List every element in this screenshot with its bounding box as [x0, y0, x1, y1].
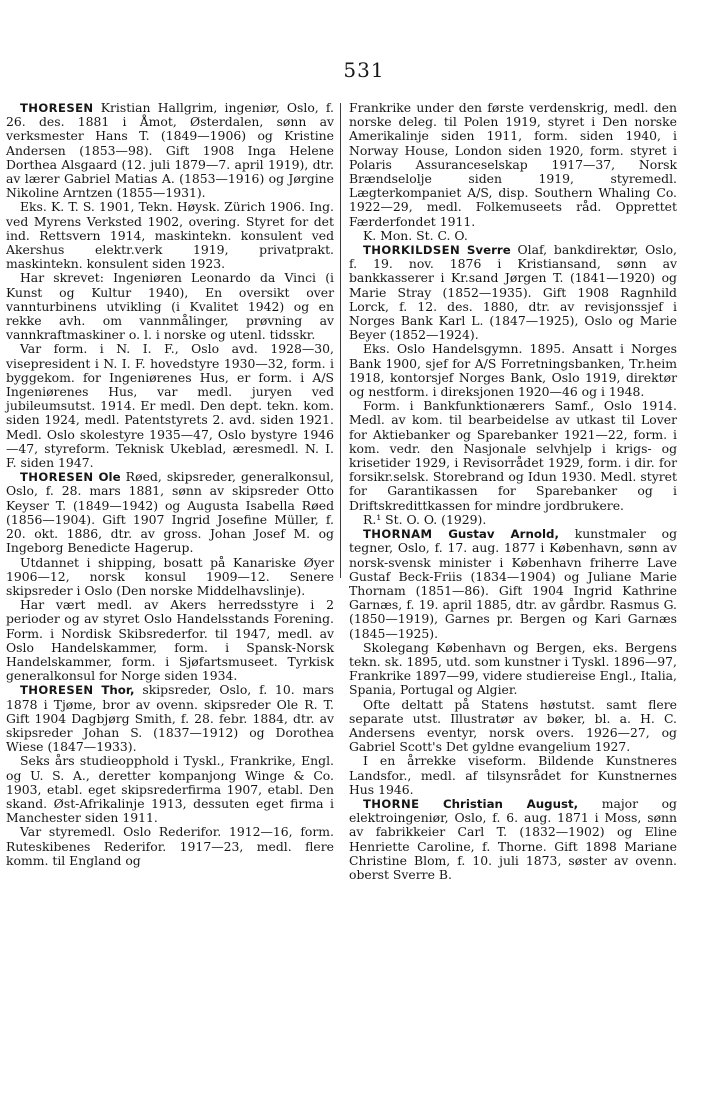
entry-thoresen-ole [6, 470, 334, 555]
paragraph: Seks års studieopphold i Tyskl., Frankrike, Engl. og U. S. A., deretter kompanjong Winge & Co. 1903, etabl. eget skipsrederfirma 1907, etabl. Den skand. Øst-Afrikalinje 1913, dessuten eget firma i Manchester siden 1911. [6, 753, 334, 826]
column-divider [340, 103, 341, 578]
entry-thoresen-kristian [6, 101, 334, 200]
entry-text: Olaf, bankdirektør, Oslo, f. 19. nov. 1876 i Kristiansand, sønn av bankkasserer i Kr.sand Jørgen T. (1841—1920) og Marie Stray (1852—1935). Gift 1908 Ragnhild Lorck, f. 12. des. 1880, dtr. av revisjonssjef i Norges Bank Karl L. (1847—1925), Oslo og Marie Beyer (1852—1924). [349, 242, 677, 343]
entry-thorkildsen-sverre [349, 243, 677, 342]
paragraph: Eks. K. T. S. 1901, Tekn. Høysk. Zürich 1906. Ing. ved Myrens Verksted 1902, overing. Styret for det ind. Rettsvern 1914, maskintekn. konsulent ved Akershus elektr.verk 1919, privatprakt. maskintekn. konsulent siden 1923. [6, 199, 334, 272]
paragraph: Form. i Bankfunktionærers Samf., Oslo 1914. Medl. av kom. til bearbeidelse av utkast til Lover for Aktiebanker og Sparebanker 1921—22, form. i kom. vedr. den Nasjonale selvhjelp i krigs- og krisetider 1929, i Revisorrådet 1929, form. i dir. for forsikr.selsk. Storebrand og Idun 1930. Medl. styret for Garantikassen for Sparebanker og i Driftskredittkassen for mindre jordbrukere. [349, 398, 677, 513]
paragraph: Har vært medl. av Akers herredsstyre i 2 perioder og av styret Oslo Handelsstands Forening. Form. i Nordisk Skibsrederfor. til 1947, medl. av Oslo Handelskammer, form. i Spansk-Norsk Handelskammer, form. i Sjøfartsmuseet. Tyrkisk generalkonsul for Norge siden 1934. [6, 597, 334, 684]
entry-text: skipsreder, Oslo, f. 10. mars 1878 i Tjøme, bror av ovenn. skipsreder Ole R. T. Gift 1904 Dagbjørg Smith, f. 28. febr. 1884, dtr. av skipsreder Johan S. (1837—1912) og Dorothea Wiese (1847—1933). [6, 682, 334, 755]
entry-given-name: Gustav Arnold, [448, 527, 559, 542]
entry-given-name: Thor, [101, 683, 135, 698]
entry-given-name: Ole [98, 470, 121, 485]
entry-surname: THORESEN [20, 470, 94, 485]
entry-thoresen-thor [6, 683, 334, 754]
paragraph: R.¹ St. O. O. (1929). [363, 511, 487, 527]
paragraph: Eks. Oslo Handelsgymn. 1895. Ansatt i Norges Bank 1900, sjef for A/S Forretningsbanken, Tr.heim 1918, kontorsjef Norges Bank, Oslo 1919, direktør og nestform. i direksjonen 1920—46 og i 1948. [349, 341, 677, 400]
paragraph: Ofte deltatt på Statens høstutst. samt flere separate utst. Illustratør av bøker, bl. a. H. C. Andersens eventyr, norsk overs. 1926—27, og Gabriel Scott's Det gyldne evangelium 1927. [349, 696, 677, 755]
paragraph: Utdannet i shipping, bosatt på Kanariske Øyer 1906—12, norsk konsul 1909—12. Senere skipsreder i Oslo (Den norske Middelhavslinje). [6, 554, 334, 598]
entry-text: major og elektroingeniør, Oslo, f. 6. aug. 1871 i Moss, sønn av fabrikkeier Carl T. (1832—1902) og Eline Henriette Caroline, f. Thorne. Gift 1898 Mariane Christine Blom, f. 10. juli 1873, søster av ovenn. oberst Sverre B. [349, 795, 677, 882]
entry-text: Kristian Hallgrim, ingeniør, Oslo, f. 26. des. 1881 i Åmot, Østerdalen, sønn av verksmester Hans T. (1849—1906) og Kristine Andersen (1853—98). Gift 1908 Inga Helene Dorthea Alsgaard (12. juli 1879—7. april 1919), dtr. av lærer Gabriel Matias A. (1853—1916) og Jørgine Nikoline Arntzen (1855—1931). [6, 100, 334, 201]
entry-surname: THORESEN [20, 683, 94, 698]
entry-surname: THORKILDSEN [363, 243, 461, 258]
entry-text: Røed, skipsreder, generalkonsul, Oslo, f. 28. mars 1881, sønn av skipsreder Otto Keyser T. (1849—1942) og Augusta Isabella Røed (1856—1904). Gift 1907 Ingrid Josefine Müller, f. 20. okt. 1886, dtr. av gross. Johan Josef M. og Ingeborg Benedicte Hagerup. [6, 469, 334, 556]
left-column [6, 101, 334, 868]
entry-thorne-christian [349, 797, 677, 882]
entry-surname: THORESEN [20, 101, 94, 115]
paragraph-continued: Frankrike under den første verdenskrig, medl. den norske deleg. til Polen 1919, styret i Den norske Amerikalinje siden 1911, form. siden 1940, i Norway House, London siden 1920, form. styret i Polaris Assuranceselskap 1917—37, Norsk Brændselolje siden 1919, styremedl. Lægterkompaniet A/S, disp. Southern Whaling Co. 1922—29, medl. Folkemuseets råd. Opprettet Færderfondet 1911. [349, 100, 677, 229]
paragraph: Var styremedl. Oslo Rederifor. 1912—16, form. Ruteskibenes Rederifor. 1917—23, medl. flere komm. til England og [6, 824, 334, 868]
page-number: 531 [343, 58, 385, 82]
entry-text: kunstmaler og tegner, Oslo, f. 17. aug. 1877 i København, sønn av norsk-svensk minister i København friherre Lave Gustaf Beck-Friis (1834—1904) og Juliane Marie Thornam (1851—86). Gift 1904 Ingrid Kathrine Garnæs, f. 19. april 1885, dtr. av gårdbr. Rasmus G. (1850—1919), Garnes pr. Bergen og Kari Garnæs (1845—1925). [349, 526, 678, 641]
entry-thornam-gustav [349, 527, 677, 641]
entry-surname: THORNE [363, 796, 420, 811]
paragraph: Skolegang København og Bergen, eks. Bergens tekn. sk. 1895, utd. som kunstner i Tyskl. 1896—97, Frankrike 1897—99, videre studiereise Engl., Italia, Spania, Portugal og Algier. [349, 639, 677, 698]
entry-surname: THORNAM [363, 527, 433, 542]
right-column [349, 101, 677, 882]
entry-given-name: Christian August, [442, 796, 579, 811]
entry-given-name: Sverre [466, 243, 511, 258]
paragraph: I en årrekke viseform. Bildende Kunstneres Landsfor., medl. af tilsynsrådet for Kunstnernes Hus 1946. [349, 753, 677, 797]
paragraph: Var form. i N. I. F., Oslo avd. 1928—30, visepresident i N. I. F. hovedstyre 1930—32, form. i byggekom. for Ingeniørenes Hus, er form. i A/S Ingeniørenes Hus, var medl. juryen ved jubileumsutst. 1914. Er medl. Den dept. tekn. kom. siden 1924, medl. Patentstyrets 2. avd. siden 1921. Medl. Oslo skolestyre 1935—47, Oslo bystyre 1946—47, styreform. Teknisk Ukeblad, æresmedl. N. I. F. siden 1947. [6, 341, 334, 471]
paragraph: Har skrevet: Ingeniøren Leonardo da Vinci (i Kunst og Kultur 1940), En oversikt over vannturbinens utvikling (i Kvalitet 1942) og en rekke avh. om vannmålinger, prøvning av vannkraftmaskiner o. l. i norske og utenl. tidsskr. [6, 270, 334, 343]
paragraph: K. Mon. St. C. O. [363, 227, 468, 243]
